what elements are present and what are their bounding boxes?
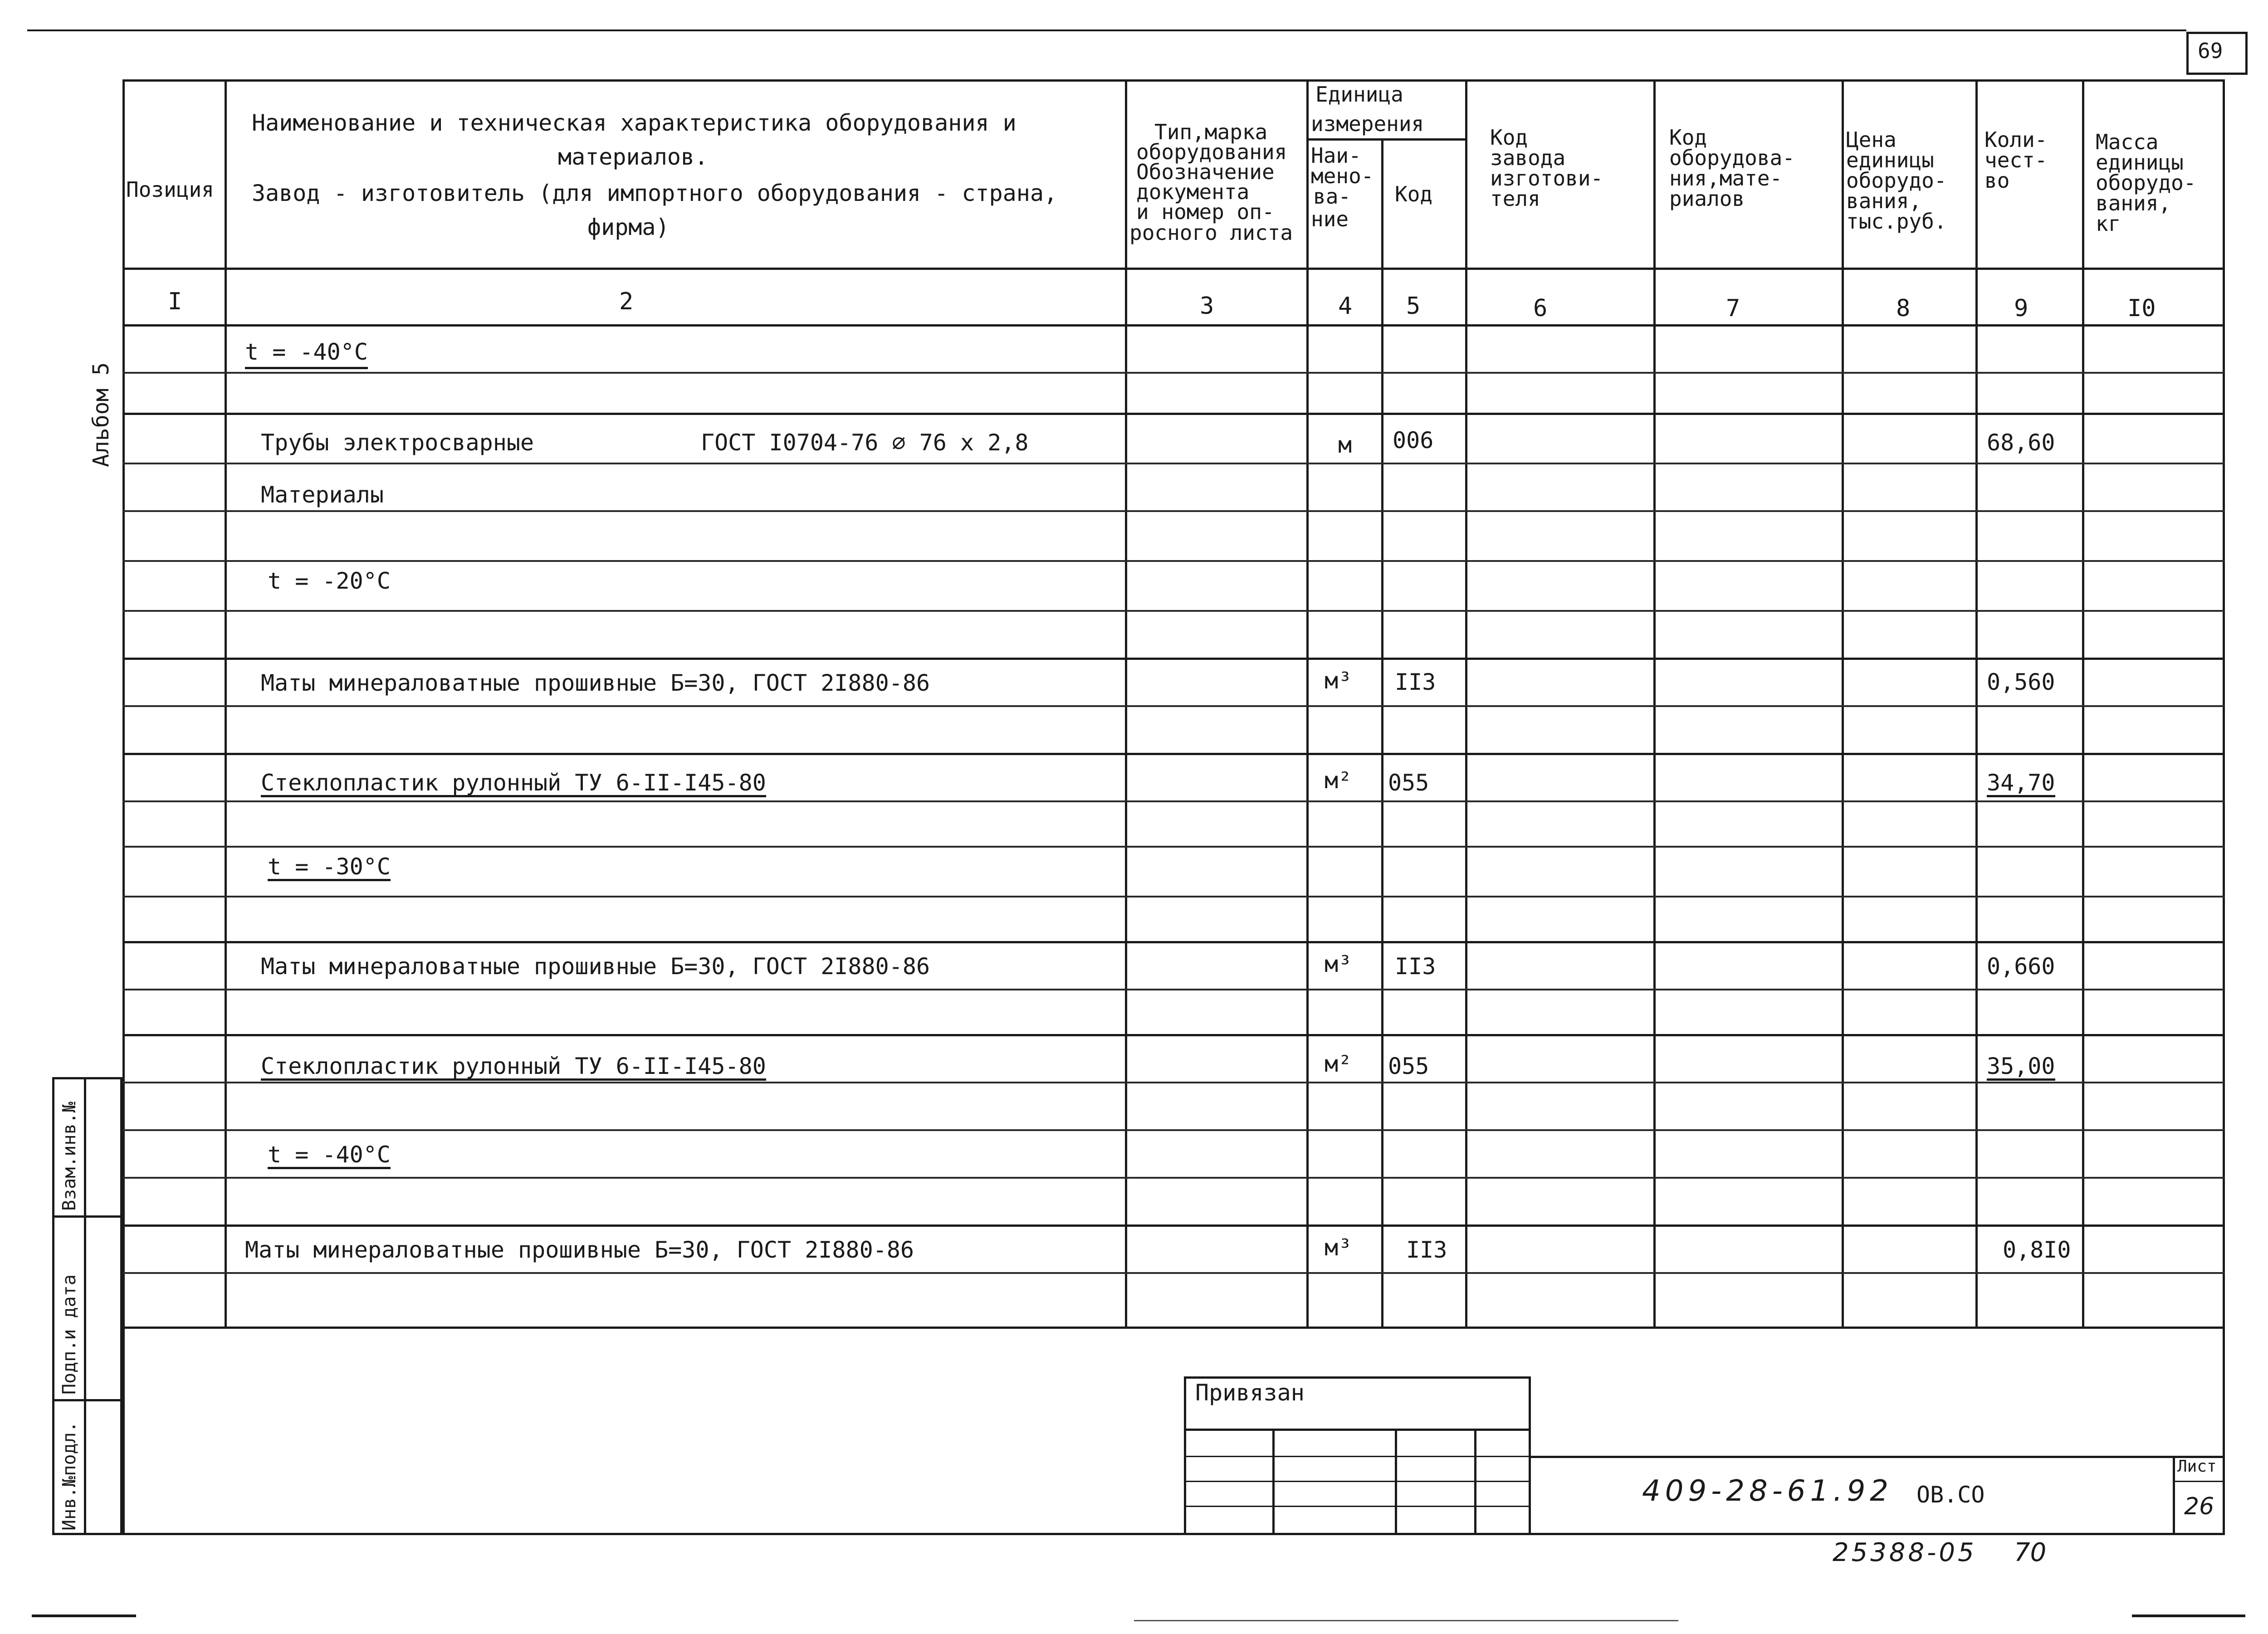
colnum-10: I0 — [2127, 295, 2156, 322]
item-name: Стеклопластик рулонный ТУ 6-II-I45-80 — [261, 771, 766, 797]
header-price-2: единицы — [1846, 148, 1934, 172]
header-price-3: оборудо- — [1846, 168, 1947, 193]
header-unit-group-2: измерения — [1311, 112, 1424, 136]
header-qty-1: Коли- — [1984, 127, 2048, 152]
header-plant-code-3: изготови- — [1490, 166, 1603, 190]
header-plant-code-2: завода — [1490, 146, 1566, 170]
item-name: Трубы электросварные — [261, 429, 534, 456]
item-unit: м³ — [1325, 1234, 1352, 1261]
header-unit-code: Код — [1395, 182, 1433, 206]
header-mass-1: Масса — [2096, 130, 2159, 154]
header-mass-3: оборудо- — [2096, 171, 2196, 195]
item-code: II3 — [1395, 953, 1436, 980]
bound-label: Привязан — [1195, 1380, 1305, 1406]
item-unit: м — [1338, 432, 1352, 458]
colnum-4: 4 — [1338, 293, 1353, 320]
header-name-line2: материалов. — [558, 144, 709, 170]
header-plant-code-4: теля — [1490, 186, 1540, 211]
item-name: Стеклопластик рулонный ТУ 6-II-I45-80 — [261, 1054, 766, 1081]
item-code: 055 — [1388, 770, 1429, 796]
temp-label: t = -20°C — [268, 568, 391, 594]
header-equip-code-2: оборудова- — [1669, 146, 1795, 170]
colnum-6: 6 — [1533, 295, 1548, 322]
section-label: Материалы — [261, 482, 384, 508]
colnum-7: 7 — [1726, 295, 1740, 322]
header-type-line4: документа — [1136, 180, 1250, 204]
header-unit-name-3: ва- — [1313, 184, 1351, 209]
item-code: 055 — [1388, 1053, 1429, 1079]
sheet-label: Лист — [2177, 1457, 2217, 1476]
temp-label: t = -40°C — [268, 1143, 391, 1169]
header-type-line5: и номер оп- — [1136, 200, 1275, 224]
colnum-2: 2 — [619, 288, 634, 315]
header-name-line1: Наименование и техническая характеристика оборудования и — [252, 110, 1017, 136]
album-label: Альбом 5 — [88, 362, 114, 467]
doc-suffix: ОВ.СО — [1916, 1482, 1985, 1508]
header-unit-group-1: Единица — [1315, 82, 1403, 107]
header-type-line1: Тип,марка — [1154, 120, 1268, 144]
colnum-8: 8 — [1896, 295, 1911, 322]
header-equip-code-3: ния,мате- — [1669, 166, 1783, 190]
header-qty-2: чест- — [1984, 148, 2048, 172]
header-mass-2: единицы — [2096, 150, 2184, 175]
temp-label: t = -30°C — [268, 855, 391, 881]
header-type-line2: оборудования — [1136, 140, 1287, 164]
header-unit-name-1: Наи- — [1311, 143, 1361, 168]
colnum-3: 3 — [1200, 293, 1214, 320]
header-unit-name-2: мено- — [1311, 164, 1374, 188]
header-price-4: вания, — [1846, 189, 1922, 213]
item-name: Маты минераловатные прошивные Б=30, ГОСТ 2I880-86 — [261, 953, 930, 980]
item-code: II3 — [1395, 669, 1436, 695]
item-qty: 35,00 — [1987, 1054, 2055, 1081]
header-plant-code-1: Код — [1490, 125, 1528, 150]
header-name-line3: Завод - изготовитель (для импортного оборудования - страна, — [252, 180, 1058, 206]
header-price-5: тыс.руб. — [1846, 209, 1947, 234]
header-qty-3: во — [1984, 168, 2010, 193]
item-qty: 0,660 — [1987, 953, 2055, 980]
colnum-5: 5 — [1406, 293, 1421, 320]
header-type-line6: росного листа — [1129, 220, 1293, 245]
item-unit: м² — [1325, 1051, 1352, 1077]
item-unit: м³ — [1325, 668, 1352, 694]
header-type-line3: Обозначение — [1136, 160, 1275, 184]
item-qty: 34,70 — [1987, 771, 2055, 797]
inv-orig-label: Инв.№подл. — [59, 1421, 80, 1531]
item-name: Маты минераловатные прошивные Б=30, ГОСТ 2I880-86 — [245, 1237, 914, 1263]
sheet-number: 26 — [2184, 1493, 2214, 1520]
page-number: 69 — [2198, 39, 2223, 63]
header-unit-name-4: ние — [1311, 207, 1349, 231]
colnum-1: I — [168, 288, 182, 315]
replace-inv-label: Взам.инв.№ — [59, 1102, 80, 1211]
sign-date-label: Подп.и дата — [59, 1274, 80, 1395]
header-mass-5: кг — [2096, 211, 2121, 236]
header-mass-4: вания, — [2096, 191, 2171, 215]
item-name: Маты минераловатные прошивные Б=30, ГОСТ 2I880-86 — [261, 670, 930, 696]
item-unit: м² — [1325, 767, 1352, 794]
header-price-1: Цена — [1846, 127, 1897, 152]
item-qty: 68,60 — [1987, 429, 2055, 456]
item-spec: ГОСТ I0704-76 ∅ 76 х 2,8 — [701, 429, 1029, 456]
colnum-9: 9 — [2014, 295, 2028, 322]
item-unit: м³ — [1325, 951, 1352, 977]
header-name-line4: фирма) — [587, 214, 670, 240]
item-code: 006 — [1393, 427, 1434, 454]
archive-suffix: 70 — [2014, 1538, 2047, 1567]
item-code: II3 — [1406, 1237, 1447, 1263]
header-equip-code-4: риалов — [1669, 186, 1745, 211]
item-qty: 0,560 — [1987, 669, 2055, 695]
archive-number: 25388-05 — [1833, 1538, 1977, 1567]
temp-label: t = -40°C — [245, 340, 368, 369]
header-position: Позиция — [126, 177, 214, 202]
doc-code: 409-28-61.92 — [1642, 1474, 1893, 1508]
header-equip-code-1: Код — [1669, 125, 1707, 150]
item-qty: 0,8I0 — [2003, 1237, 2071, 1263]
